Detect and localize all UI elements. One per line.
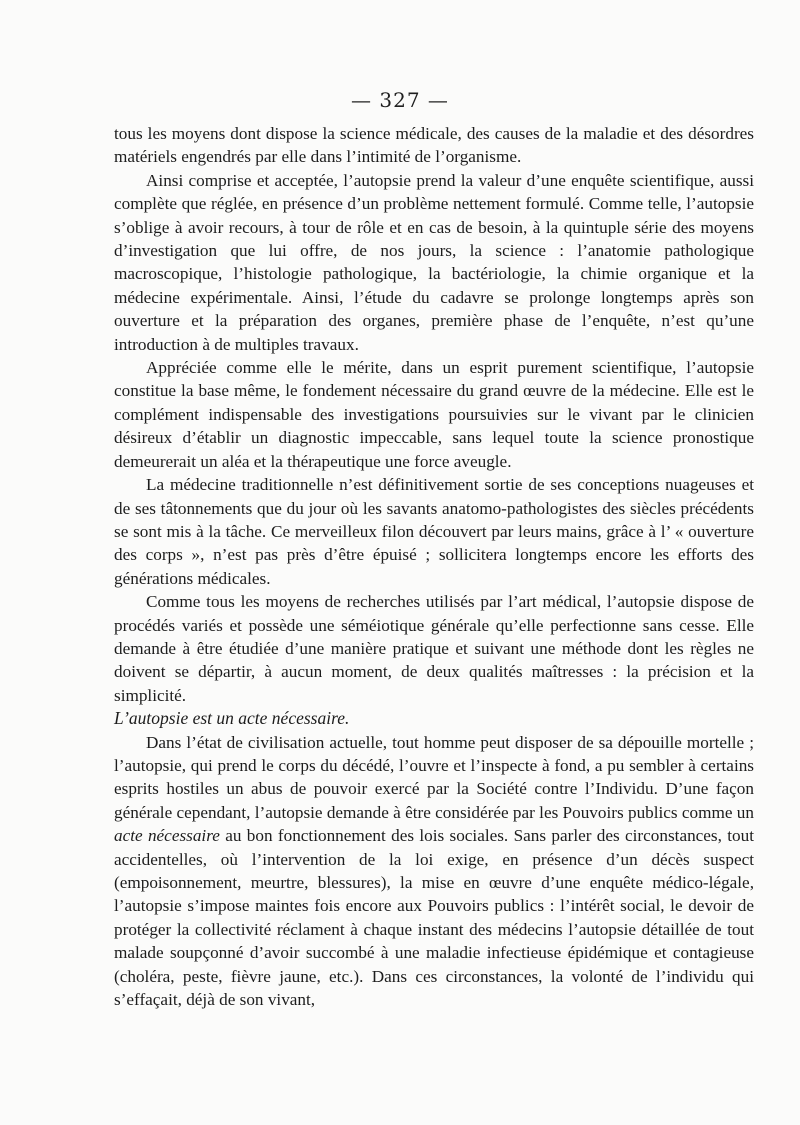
section-heading: L’autopsie est un acte nécessaire. bbox=[114, 708, 350, 729]
page-number: — 327 — bbox=[351, 88, 449, 112]
paragraph-traditional-medicine: La médecine traditionnelle n’est définitivement sortie de ses conceptions nuageuses et de ses tâtonnements que du jour où les savants anatomo-pathologistes des siècles précédents se sont mis à la tâche. Ce merveilleux filon découvert par leurs mains, grâce à l’ « ouverture des corps », n’est pas près d’être épuisé ; sollicitera longtemps encore les efforts des générations médicales. bbox=[114, 475, 754, 588]
paragraph-continuation: tous les moyens dont dispose la science médicale, des causes de la maladie et des désordres matériels engendrés par elle dans l’intimité de l’organisme. bbox=[114, 124, 754, 167]
paragraph-foundation-medicine: Appréciée comme elle le mérite, dans un esprit purement scientifique, l’autopsie constitue la base même, le fondement nécessaire du grand œuvre de la médecine. Elle est le complément indispensable des investigations poursuivies sur le vivant par le clinicien désireux d’établir un diagnostic impeccable, sans lequel toute la science pronostique demeurerait un aléa et la thérapeutique une force aveugle. bbox=[114, 358, 754, 471]
paragraph-methods: Comme tous les moyens de recherches utilisés par l’art médical, l’autopsie dispose de procédés variés et possède une séméiotique générale qu’elle perfectionne sans cesse. Elle demande à être étudiée d’une manière pratique et suivant une méthode dont les règles ne doivent se départir, à aucun moment, de deux qualités maîtresses : la précision et la simplicité. bbox=[114, 592, 754, 705]
emphasis-acte-necessaire: acte nécessaire bbox=[114, 826, 220, 846]
page-body bbox=[114, 122, 754, 1011]
paragraph-necessary-act-text-start: Dans l’état de civilisation actuelle, tout homme peut disposer de sa dépouille mortelle ; l’autopsie, qui prend le corps du décédé, l’ouvre et l’inspecte à fond, a pu sembler à certains esprits hostiles un abus de pouvoir exercé par la Société contre l’Individu. D’une façon générale cependant, l’autopsie demande à être considérée par les Pouvoirs publics comme un bbox=[114, 732, 754, 822]
paragraph-necessary-act bbox=[114, 731, 754, 1012]
paragraph-autopsy-inquiry: Ainsi comprise et acceptée, l’autopsie prend la valeur d’une enquête scientifique, aussi complète que réglée, en présence d’un problème nettement formulé. Comme telle, l’autopsie s’oblige à avoir recours, à tour de rôle et en cas de besoin, à la quintuple série des moyens d’investigation que lui offre, de nos jours, la science : l’anatomie pathologique macroscopique, l’histologie pathologique, la bactériologie, la chimie organique et la médecine expérimentale. Ainsi, l’étude du cadavre se prolonge longtemps après son ouverture et la préparation des organes, première phase de l’enquête, n’est qu’une introduction à de multiples travaux. bbox=[114, 170, 754, 354]
paragraph-necessary-act-text-end: au bon fonctionnement des lois sociales. Sans parler des circonstances, tout accidentelles, où l’intervention de la loi exige, en présence d’un décès suspect (empoisonnement, meurtre, blessures), la mise en œuvre d’une enquête médico-légale, l’autopsie s’impose maintes fois encore aux Pouvoirs publics : l’intérêt social, le devoir de protéger la collectivité réclament à chaque instant des médecins l’autopsie détaillée de tout malade soupçonné d’avoir succombé à une maladie infectieuse épidémique et contagieuse (choléra, peste, fièvre jaune, etc.). Dans ces circonstances, la volonté de l’individu qui s’effaçait, déjà de son vivant, bbox=[114, 826, 754, 1010]
